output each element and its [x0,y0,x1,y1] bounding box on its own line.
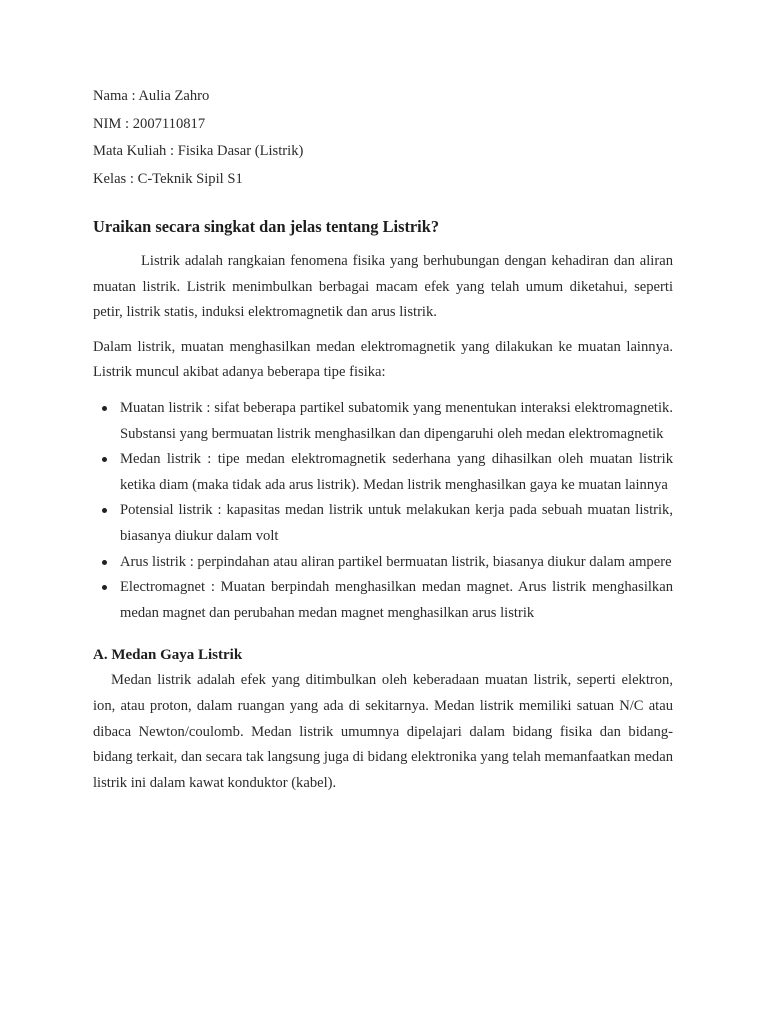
section-a-paragraph: Medan listrik adalah efek yang ditimbulkan oleh keberadaan muatan listrik, seperti elektron, ion, atau proton, dalam ruangan yang ada di sekitarnya. Medan listrik memiliki satuan N/C atau dibaca Newton/coulomb. Medan listrik umumnya dipelajari dalam bidang fisika dan bidang-bidang terkait, dan secara tak langsung juga di bidang elektronika yang telah memanfaatkan medan listrik ini dalam kawat konduktor (kabel). [93,672,673,791]
bullet-icon [102,585,107,590]
student-name: Nama : Aulia Zahro [93,88,210,104]
intro-paragraph-2: Dalam listrik, muatan menghasilkan medan elektromagnetik yang dilakukan ke muatan lainnya. Listrik muncul akibat adanya beberapa tipe fisika: [93,338,673,381]
document-content [93,84,673,796]
list-item-text: Muatan listrik : sifat beberapa partikel subatomik yang menentukan interaksi elektromagnetik. Substansi yang bermuatan listrik menghasilkan dan dipengaruhi oleh medan elektromagnetik [120,399,673,442]
intro-paragraph-1: Listrik adalah rangkaian fenomena fisika yang berhubungan dengan kehadiran dan aliran muatan listrik. Listrik menimbulkan berbagai macam efek yang telah umum diketahui, seperti petir, listrik statis, induksi elektromagnetik dan arus listrik. [93,253,673,321]
student-info [93,84,673,194]
list-item [93,396,673,447]
section-a-heading: A. Medan Gaya Listrik [93,647,243,664]
course-name: Mata Kuliah : Fisika Dasar (Listrik) [93,143,304,159]
list-item-text: Arus listrik : perpindahan atau aliran partikel bermuatan listrik, biasanya diukur dalam ampere [120,553,672,570]
list-item [93,550,673,576]
list-item [93,575,673,626]
bullet-icon [102,406,107,411]
bullet-icon [102,457,107,462]
bullet-icon [102,508,107,513]
bullet-icon [102,560,107,565]
list-item-text: Electromagnet : Muatan berpindah menghasilkan medan magnet. Arus listrik menghasilkan medan magnet dan perubahan medan magnet menghasilkan arus listrik [120,579,673,621]
list-item-text: Medan listrik : tipe medan elektromagnetik sederhana yang dihasilkan oleh muatan listrik ketika diam (maka tidak ada arus listrik). Medan listrik menghasilkan gaya ke muatan lainnya [120,451,673,493]
question-heading: Uraikan secara singkat dan jelas tentang Listrik? [93,217,440,236]
list-item [93,447,673,498]
list-item [93,498,673,549]
class-name: Kelas : C-Teknik Sipil S1 [93,170,243,187]
physics-types-list [93,396,673,626]
student-nim: NIM : 2007110817 [93,115,206,132]
list-item-text: Potensial listrik : kapasitas medan listrik untuk melakukan kerja pada sebuah muatan listrik, biasanya diukur dalam volt [120,502,673,544]
